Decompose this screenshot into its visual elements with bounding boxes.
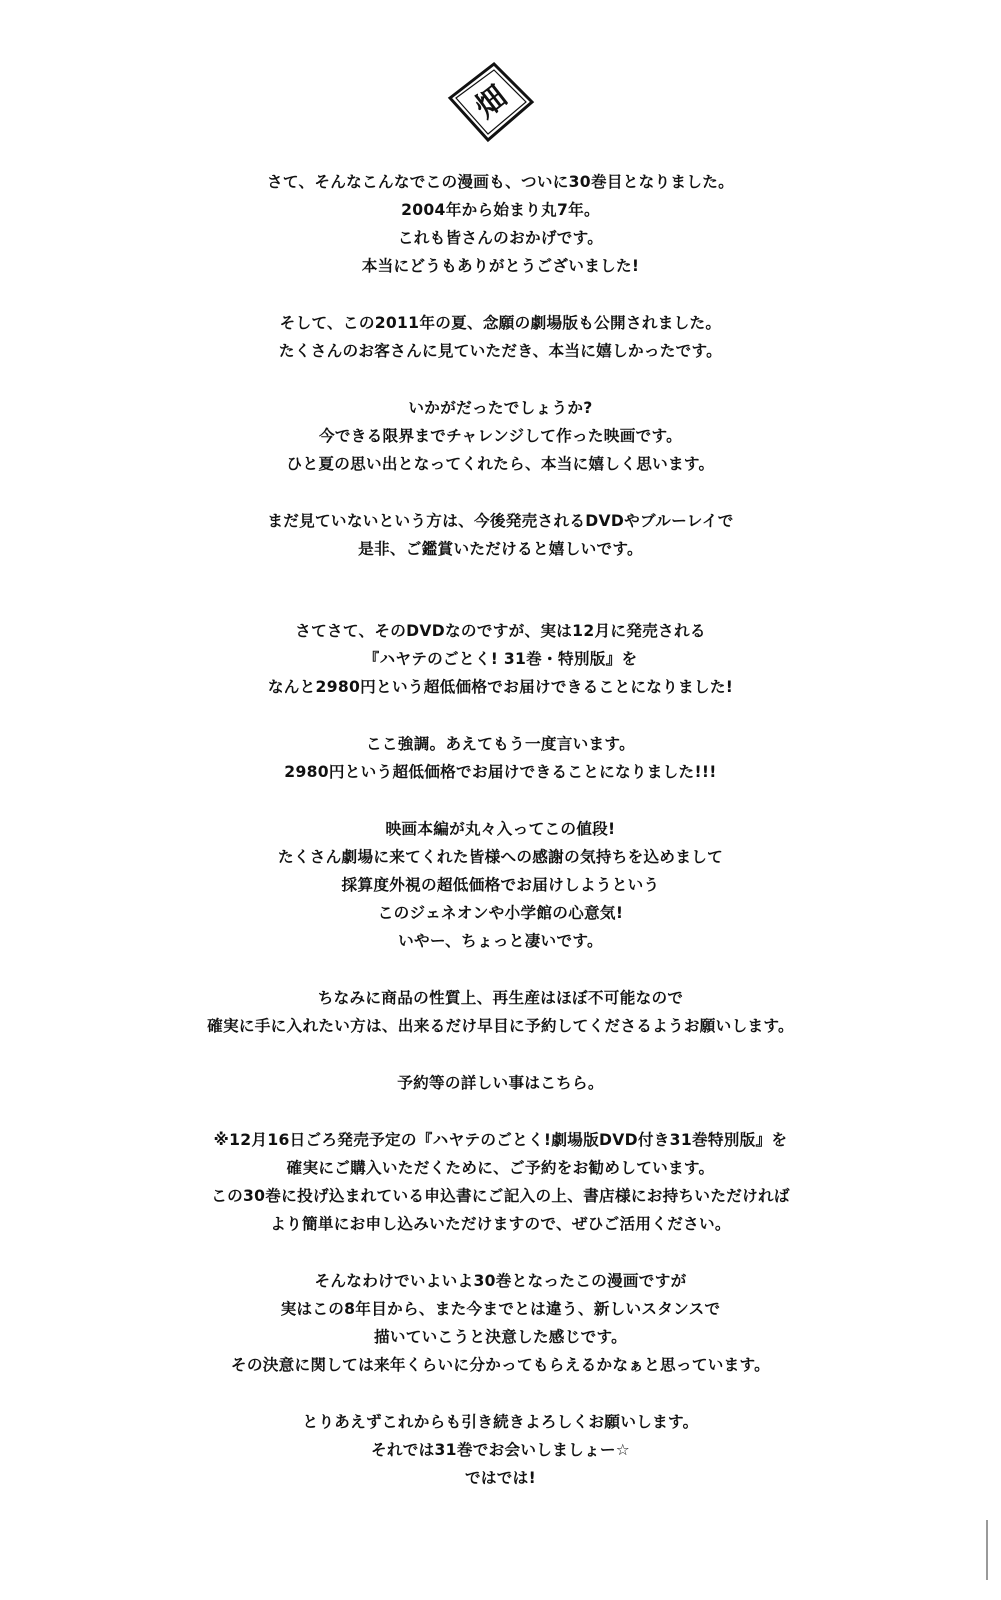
- text-line: このジェネオンや小学館の心意気!: [377, 904, 624, 922]
- text-line: ひと夏の思い出となってくれたら、本当に嬉しく思います。: [286, 455, 715, 473]
- text-line: さてさて、そのDVDなのですが、実は12月に発売される: [295, 622, 706, 640]
- paragraph-1: [0, 168, 1001, 280]
- paragraph-4: [0, 507, 1001, 563]
- paragraph-5: [0, 617, 1001, 701]
- author-seal-stamp: [432, 58, 550, 148]
- paragraph-3: [0, 394, 1001, 478]
- text-line: ちなみに商品の性質上、再生産はほぼ不可能なので: [317, 989, 684, 1007]
- text-line: いかがだったでしょうか?: [408, 399, 593, 417]
- text-line: 確実に手に入れたい方は、出来るだけ早目に予約してくださるようお願いします。: [207, 1017, 794, 1035]
- text-line: この30巻に投げ込まれている申込書にご記入の上、書店様にお持ちいただければ: [211, 1187, 790, 1205]
- text-line: 今できる限界までチャレンジして作った映画です。: [318, 427, 683, 445]
- text-line: その決意に関しては来年くらいに分かってもらえるかなぁと思っています。: [230, 1356, 771, 1374]
- text-line: たくさん劇場に来てくれた皆様への感謝の気持ちを込めまして: [277, 848, 724, 866]
- text-line: 採算度外視の超低価格でお届けしようという: [341, 876, 660, 894]
- paragraph-6: [0, 730, 1001, 786]
- text-line: それでは31巻でお会いしましょー☆: [370, 1441, 631, 1459]
- page-edge-mark: [986, 1520, 988, 1580]
- text-line: 確実にご購入いただくために、ご予約をお勧めしています。: [286, 1159, 715, 1177]
- text-line: これも皆さんのおかげです。: [397, 229, 604, 247]
- text-line: いやー、ちょっと凄いです。: [398, 932, 603, 950]
- text-line: まだ見ていないという方は、今後発売されるDVDやブルーレイで: [267, 512, 734, 530]
- text-line: 本当にどうもありがとうございました!: [361, 257, 640, 275]
- text-line: 2980円という超低価格でお届けできることになりました!!!: [284, 763, 717, 781]
- text-line: 映画本編が丸々入ってこの値段!: [385, 820, 616, 838]
- paragraph-12: [0, 1408, 1001, 1492]
- text-line: より簡単にお申し込みいただけますので、ぜひご活用ください。: [270, 1215, 731, 1233]
- paragraph-9: [0, 1069, 1001, 1097]
- text-line: とりあえずこれからも引き続きよろしくお願いします。: [302, 1413, 699, 1431]
- text-line: ではでは!: [465, 1469, 536, 1487]
- paragraph-10: [0, 1126, 1001, 1238]
- text-line: 2004年から始まり丸7年。: [401, 201, 600, 219]
- text-line: 『ハヤテのごとく! 31巻・特別版』を: [363, 650, 638, 668]
- text-line: 実はこの8年目から、また今までとは違う、新しいスタンスで: [280, 1300, 721, 1318]
- svg-text:畑: 畑: [468, 79, 514, 126]
- text-line: ※12月16日ごろ発売予定の『ハヤテのごとく!劇場版DVD付き31巻特別版』を: [213, 1131, 788, 1149]
- afterword-text: [0, 168, 1001, 1521]
- text-line: ここ強調。あえてもう一度言います。: [366, 735, 635, 753]
- text-line: そんなわけでいよいよ30巻となったこの漫画ですが: [314, 1272, 687, 1290]
- paragraph-2: [0, 309, 1001, 365]
- text-line: さて、そんなこんなでこの漫画も、ついに30巻目となりました。: [266, 173, 734, 191]
- text-line: なんと2980円という超低価格でお届けできることになりました!: [267, 678, 734, 696]
- text-line: 予約等の詳しい事はこちら。: [397, 1074, 604, 1092]
- paragraph-7: [0, 815, 1001, 955]
- paragraph-8: [0, 984, 1001, 1040]
- text-line: 是非、ご鑑賞いただけると嬉しいです。: [358, 540, 643, 558]
- text-line: そして、この2011年の夏、念願の劇場版も公開されました。: [279, 314, 722, 332]
- text-line: 描いていこうと決意した感じです。: [373, 1328, 628, 1346]
- text-line: たくさんのお客さんに見ていただき、本当に嬉しかったです。: [278, 342, 723, 360]
- paragraph-11: [0, 1267, 1001, 1379]
